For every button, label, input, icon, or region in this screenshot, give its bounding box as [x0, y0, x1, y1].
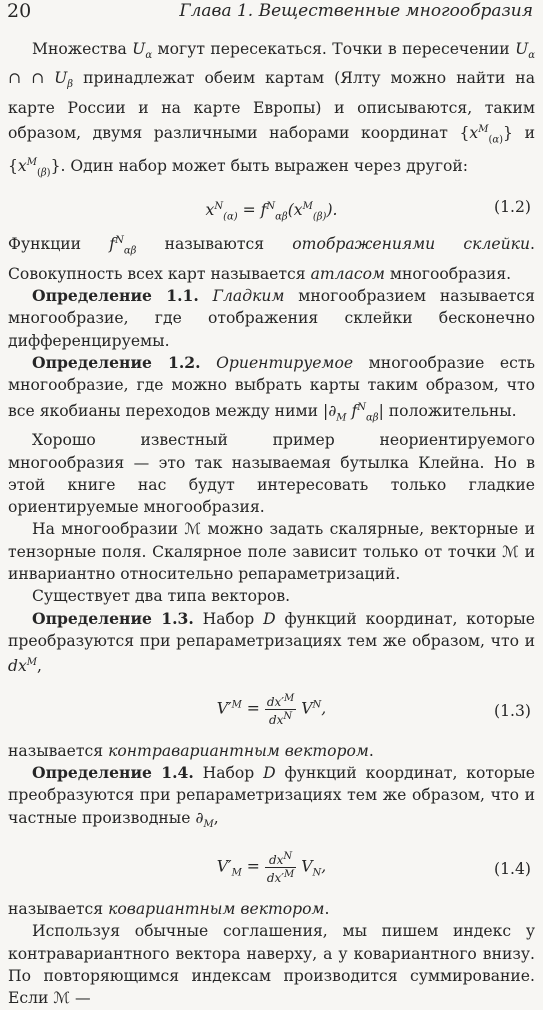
paragraph-klein-bottle: Хорошо известный пример неориентируемого многообразия — это так называемая бутылка Клейна. Но в этой книге нас будут интересовать только гладкие ориентируемые многообразия.	[8, 431, 535, 517]
equation-number: (1.3)	[494, 701, 531, 720]
definition-1-1: Определение 1.1. Гладким многообразием называется многообразие, где отображения склейки бесконечно дифференцируемы.	[8, 286, 535, 350]
definition-1-4: Определение 1.4. Набор D функций координат, которые преобразуются при репараметризациях тем же образом, что и частные производные $\partial_M$,	[8, 763, 535, 830]
chapter-title: Глава 1. Вещественные многообразия	[179, 1, 533, 21]
definition-label: Определение 1.3.	[32, 608, 194, 628]
paragraph-vector-types: Существует два типа векторов.	[32, 587, 291, 606]
equation-formula: $x^N_{(\alpha)} = f^N_{\alpha\beta}(x^M_{(\beta)})$.	[205, 201, 338, 223]
paragraph-covariant: называется ковариантным вектором.	[8, 900, 330, 919]
definition-label: Определение 1.2.	[32, 353, 201, 373]
equation-formula: $V'^M$ = $\frac{dx'^M}{dx^N}$ $V^N$,	[216, 692, 327, 727]
paragraph-index-conventions: Используя обычные соглашения, мы пишем индекс у контравариантного вектора наверху, а у ковариантного внизу. По повторяющимся индексам производится суммирование. Если ℳ —	[8, 922, 535, 1008]
page-body	[8, 38, 535, 1010]
definition-1-2: Определение 1.2. Ориентируемое многообразие есть многообразие, где можно выбрать карты таким образом, что все якобианы переходов между ними $|\partial_M$ $f^N_{\alpha\beta}|$ положительны.	[8, 353, 535, 423]
equation-number: (1.4)	[494, 860, 531, 879]
paragraph-transition-maps: Функции $f^N_{\alpha\beta}$ называются отображениями склейки. Совокупность всех карт называется атласом многообразия.	[8, 235, 535, 283]
paragraph-fields: На многообразии ℳ можно задать скалярные, векторные и тензорные поля. Скалярное поле зависит только от точки ℳ и инвариантно относительно репараметризаций.	[8, 520, 535, 584]
definition-label: Определение 1.1.	[32, 286, 199, 306]
running-header	[0, 0, 543, 30]
paragraph-intersections: Множества $U_\alpha$ могут пересекаться. Точки в пересечении $U_\alpha$ ∩ ∩ $U_\beta$ принадлежат обеим картам (Ялту можно найти на карте России и на карте Европы) и описываются, таким образом, двумя различными наборами координат $\{x^M_{(\alpha)}\}$ и $\{x^M_{(\beta)}\}$. Один набор может быть выражен через другой:	[8, 40, 535, 178]
equation-1-4	[8, 840, 535, 896]
page-number: 20	[7, 0, 32, 22]
definition-1-3: Определение 1.3. Набор D функций координат, которые преобразуются при репараметризациях тем же образом, что и $dx^M$,	[8, 608, 535, 676]
equation-1-2	[8, 188, 535, 228]
equation-number: (1.2)	[494, 198, 531, 217]
equation-1-3	[8, 682, 535, 738]
paragraph-contravariant: называется контравариантным вектором.	[8, 741, 374, 760]
equation-formula: $V'_M$ = $\frac{dx^N}{dx'^M}$ $V_N$,	[216, 851, 327, 886]
definition-label: Определение 1.4.	[32, 763, 194, 783]
